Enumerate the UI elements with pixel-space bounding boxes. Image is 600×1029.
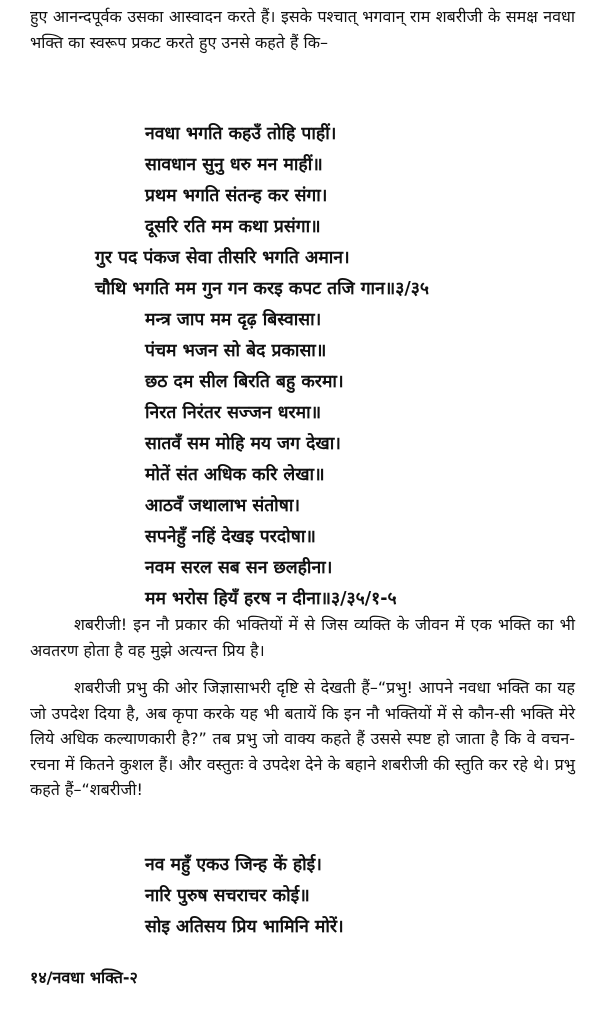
verse-block-closing [0, 852, 600, 945]
verse-text: चौथि भगति मम गुन गन करइ कपट तजि गान॥३/३५ [95, 279, 429, 299]
verse-text: निरत निरंतर सज्जन धरमा॥ [145, 403, 322, 423]
verse-line [0, 852, 600, 883]
verse-line [0, 183, 600, 214]
verse-text: छठ दम सील बिरति बहु करमा। [145, 372, 344, 392]
verse-text: सातवँ सम मोहि मय जग देखा। [145, 434, 341, 454]
paragraph-shabari-question: शबरीजी प्रभु की ओर जिज्ञासाभरी दृष्टि से देखती हैं–“प्रभु! आपने नवधा भक्ति का यह जो उपदेश दिया है, अब कृपा करके यह भी बतायें कि इन नौ भक्तियों में से कौन-सी भक्ति मेरे लिये अधिक कल्याणकारी है?” तब प्रभु जो वाक्य कहते हैं उससे स्पष्ट हो जाता है कि वे वचन-रचना में कितने कुशल हैं। और वस्तुतः वे उपदेश देने के बहाने शबरीजी की स्तुति कर रहे थे। प्रभु कहते हैं–“शबरीजी! [30, 678, 575, 799]
verse-line [0, 245, 600, 276]
verse-text: मोतें संत अधिक करि लेखा॥ [145, 465, 325, 485]
verse-line [0, 152, 600, 183]
verse-line [0, 914, 600, 945]
verse-text: प्रथम भगति संतन्ह कर संगा। [145, 186, 328, 206]
verse-line [0, 883, 600, 914]
verse-line [0, 338, 600, 369]
verse-text: मन्त्र जाप मम दृढ़ बिस्वासा। [145, 310, 322, 330]
verse-text: गुर पद पंकज सेवा तीसरि भगति अमान। [95, 248, 350, 268]
verse-line [0, 369, 600, 400]
verse-text: नवधा भगति कहउँ तोहि पाहीं। [145, 124, 337, 144]
intro-paragraph: हुए आनन्दपूर्वक उसका आस्वादन करते हैं। इसके पश्चात् भगवान् राम शबरीजी के समक्ष नवधा भक्ति का स्वरूप प्रकट करते हुए उनसे कहते हैं कि– [30, 7, 575, 52]
verse-text: सपनेहुँ नहिं देखइ परदोषा॥ [145, 527, 316, 547]
verse-line [0, 307, 600, 338]
verse-line [0, 555, 600, 586]
verse-text: दूसरि रति मम कथा प्रसंगा॥ [145, 217, 321, 237]
verse-block-nine-devotions [0, 121, 600, 617]
verse-text: पंचम भजन सो बेद प्रकासा॥ [145, 341, 327, 361]
verse-line [0, 400, 600, 431]
verse-text: नव महुँ एकउ जिन्ह कें होई। [145, 855, 322, 875]
verse-line [0, 276, 600, 307]
verse-line [0, 462, 600, 493]
verse-line [0, 524, 600, 555]
verse-text: आठवँ जथालाभ संतोषा। [145, 496, 300, 516]
verse-line [0, 214, 600, 245]
page-footer: १४/नवधा भक्ति-२ [30, 968, 138, 987]
verse-text: सावधान सुनु धरु मन माहीं॥ [145, 155, 323, 175]
verse-line [0, 493, 600, 524]
verse-text: नारि पुरुष सचराचर कोई॥ [145, 886, 310, 906]
paragraph-devotion-dear: शबरीजी! इन नौ प्रकार की भक्तियों में से जिस व्यक्ति के जीवन में एक भक्ति का भी अवतरण होता है वह मुझे अत्यन्त प्रिय है। [30, 615, 575, 660]
verse-line [0, 121, 600, 152]
verse-text: सोइ अतिसय प्रिय भामिनि मोरें। [145, 917, 344, 937]
verse-line [0, 431, 600, 462]
verse-text: नवम सरल सब सन छलहीना। [145, 558, 333, 578]
verse-text: मम भरोस हियँ हरष न दीना॥३/३५/१-५ [145, 589, 397, 609]
